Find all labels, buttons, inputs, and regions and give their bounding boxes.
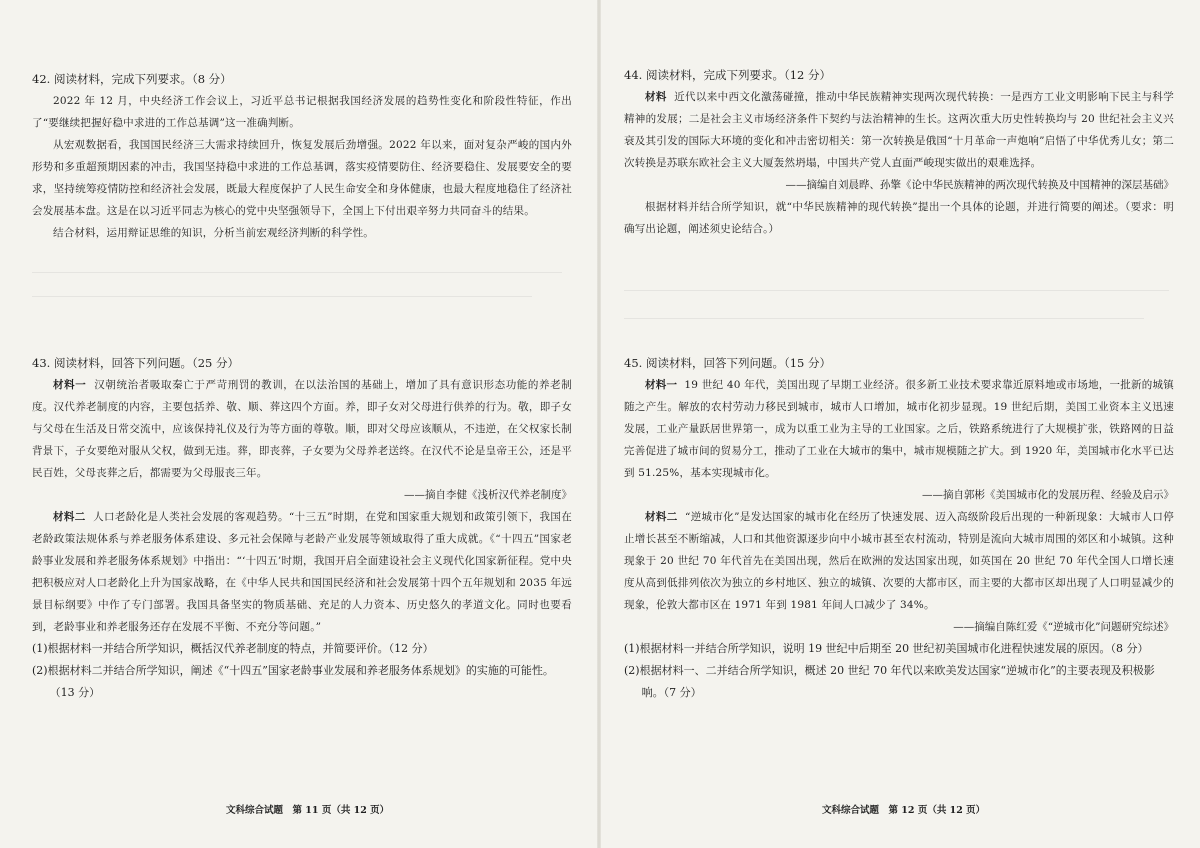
question-45-material-1	[624, 374, 1174, 484]
material-label: 材料	[645, 91, 667, 103]
material-1-label: 材料一	[645, 379, 678, 391]
question-44-prompt: 根据材料并结合所学知识，就“中华民族精神的现代转换”提出一个具体的论题，并进行简要的阐述。（要求：明确写出论题，阐述须史论结合。）	[624, 201, 1174, 235]
question-44	[624, 64, 1174, 240]
question-44-material	[624, 86, 1174, 174]
question-43-heading: 43. 阅读材料，回答下列问题。（25 分）	[32, 356, 239, 370]
exam-page-11	[0, 0, 598, 848]
question-42-heading: 42. 阅读材料，完成下列要求。（8 分）	[32, 72, 232, 86]
question-45-heading: 45. 阅读材料，回答下列问题。（15 分）	[624, 356, 831, 370]
question-42	[32, 68, 572, 244]
bleed-through-line	[32, 296, 532, 297]
material-2-label: 材料二	[645, 511, 678, 523]
material-2-label: 材料二	[53, 511, 86, 523]
material-1-source: ——摘自郭彬《美国城市化的发展历程、经验及启示》	[922, 489, 1174, 501]
page-footer-12: 文科综合试题 第 12 页（共 12 页）	[822, 805, 986, 816]
question-43-sub-2: (2)根据材料二并结合所学知识，阐述《“十四五”国家老龄事业发展和养老服务体系规划》的实施的可能性。（13 分）	[32, 664, 554, 699]
material-1-label: 材料一	[53, 379, 87, 391]
bleed-through-line	[32, 272, 562, 273]
question-43-material-2	[32, 506, 572, 638]
material-2-text: 人口老龄化是人类社会发展的客观趋势。“十三五”时期，在党和国家重大规划和政策引领下，我国在老龄政策法规体系与养老服务体系建设、多元社会保障与老龄产业发展等领域取得了重大成就。《“十四五”国家老龄事业发展和养老服务体系规划》中指出：“‘十四五’时期，我国开启全面建设社会主义现代化国家新征程。党中央把积极应对人口老龄化上升为国家战略，在《中华人民共和国国民经济和社会发展第十四个五年规划和 2035 年远景目标纲要》中作了专门部署。我国具备坚实的物质基础、充足的人力资本、历史悠久的孝道文化。同时也要看到，老龄事业和养老服务还存在发展不平衡、不充分等问题。”	[32, 511, 572, 633]
material-1-source: ——摘自李健《浅析汉代养老制度》	[404, 489, 572, 501]
question-44-heading: 44. 阅读材料，完成下列要求。（12 分）	[624, 68, 831, 82]
exam-page-12	[600, 0, 1200, 848]
question-45	[624, 352, 1174, 704]
material-source: ——摘编自刘晨晔、孙擎《论中华民族精神的两次现代转换及中国精神的深层基础》	[785, 179, 1174, 191]
material-text: 近代以来中西文化激荡碰撞，推动中华民族精神实现两次现代转换：一是西方工业文明影响下民主与科学精神的发展；二是社会主义市场经济条件下契约与法治精神的生长。这两次重大历史性转换均与 20 世纪社会主义兴衰及其引发的国际大环境的变化和冲击密切相关：第一次转换是俄国“十月革命一声炮响”启悟了中华优秀儿女；第二次转换是苏联东欧社会主义大厦轰然坍塌，中国共产党人直面严峻现实做出的艰难选择。	[624, 91, 1175, 169]
question-42-prompt: 结合材料，运用辩证思维的知识，分析当前宏观经济判断的科学性。	[53, 227, 374, 239]
page-footer-11: 文科综合试题 第 11 页（共 12 页）	[226, 805, 390, 816]
material-2-source: ——摘编自陈红爱《“逆城市化”问题研究综述》	[953, 621, 1174, 633]
question-43-sub-1: (1)根据材料一并结合所学知识，概括汉代养老制度的特点，并简要评价。（12 分）	[32, 642, 434, 655]
bleed-through-line	[624, 290, 1169, 291]
question-42-paragraph: 2022 年 12 月，中央经济工作会议上，习近平总书记根据我国经济发展的趋势性变化和阶段性特征，作出了“要继续把握好稳中求进的工作总基调”这一准确判断。	[32, 95, 572, 129]
question-43	[32, 352, 572, 704]
material-2-text: “逆城市化”是发达国家的城市化在经历了快速发展、迈入高级阶段后出现的一种新现象：大城市人口停止增长甚至不断缩减，人口和其他资源逐步向中小城市甚至农村流动，特别是流向大城市周围的郊区和小城镇。这种现象于 20 世纪 70 年代首先在美国出现，然后在欧洲的发达国家出现，如英国在 20 世纪 70 年代全国人口增长速度从高到低排列依次为独立的乡村地区、独立的城镇、次要的大都市区，而主要的大都市区却出现了人口明显减少的现象，伦敦大都市区在 1971 年到 1981 年间人口减少了 34%。	[624, 511, 1174, 611]
question-45-sub-1: (1)根据材料一并结合所学知识，说明 19 世纪中后期至 20 世纪初美国城市化进程快速发展的原因。（8 分）	[624, 642, 1149, 655]
question-42-paragraph: 从宏观数据看，我国国民经济三大需求持续回升，恢复发展后劲增强。2022 年以来，面对复杂严峻的国内外形势和多重超预期因素的冲击，我国坚持稳中求进的工作总基调，落实疫情要防住、经济要稳住、发展要安全的要求，坚持统筹疫情防控和经济社会发展，既最大程度保护了人民生命安全和身体健康，也最大程度地稳住了经济社会发展基本盘。这是在以习近平同志为核心的党中央坚强领导下，全国上下付出艰辛努力共同奋斗的结果。	[32, 139, 572, 217]
material-1-text: 汉朝统治者吸取秦亡于严苛刑罚的教训，在以法治国的基础上，增加了具有意识形态功能的养老制度。汉代养老制度的内容，主要包括养、敬、顺、葬这四个方面。养，即子女对父母进行供养的行为。敬，即子女与父母在生活及日常交流中，应该保持礼仪及行为等方面的尊敬。顺，即对父母应该顺从，不违逆，在父权家长制背景下，子女要绝对服从父权，做到无违。葬，即丧葬，子女要为父母养老送终。在汉代不论是皇帝王公，还是平民百姓，父母丧葬之后，都需要为父母服丧三年。	[32, 379, 572, 479]
question-43-material-1	[32, 374, 572, 484]
bleed-through-line	[624, 318, 1144, 319]
material-1-text: 19 世纪 40 年代，美国出现了早期工业经济。很多新工业技术要求靠近原料地或市场地，一批新的城镇随之产生。解放的农村劳动力移民到城市，城市人口增加，城市化初步显现。19 世纪后期，美国工业资本主义迅速发展，工业产量跃居世界第一，成为以重工业为主导的工业国家。之后，铁路系统进行了大规模扩张，铁路网的日益完善促进了城市间的贸易分工，推动了工业在大城市的集中，城市规模随之扩大。到 1920 年，美国城市化水平已达到 51.25%，基本实现城市化。	[624, 379, 1174, 479]
question-45-material-2	[624, 506, 1174, 616]
question-45-sub-2: (2)根据材料一、二并结合所学知识，概述 20 世纪 70 年代以来欧美发达国家“逆城市化”的主要表现及积极影响。（7 分）	[624, 664, 1155, 699]
